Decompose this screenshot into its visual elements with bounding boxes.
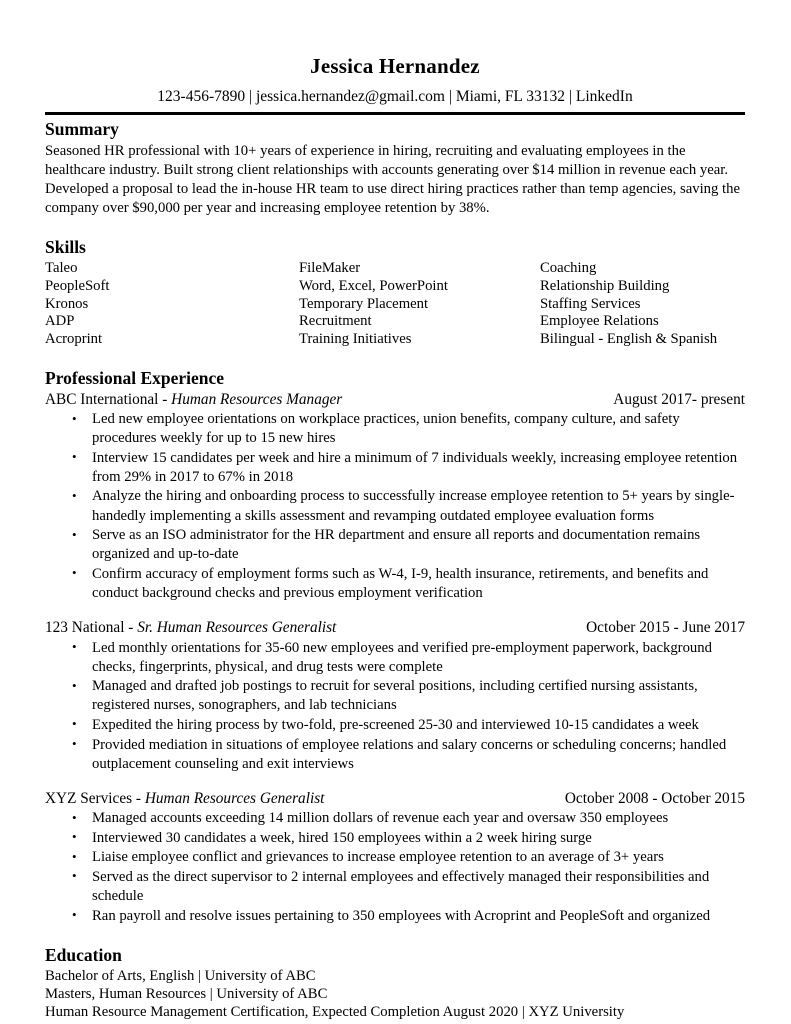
skills-grid (45, 260, 745, 349)
experience-bullet-list (45, 410, 745, 603)
skill-item: Acroprint (45, 331, 103, 348)
skill-item: Employee Relations (540, 313, 659, 330)
experience-bullet-list (45, 809, 745, 926)
experience-entry (45, 390, 745, 603)
skills-column-3 (540, 260, 745, 349)
experience-entry-header (45, 390, 745, 410)
contact-line: 123-456-7890 | jessica.hernandez@gmail.com | Miami, FL 33132 | LinkedIn (157, 88, 633, 106)
skill-item: ADP (45, 313, 75, 330)
experience-bullet: • Provided mediation in situations of employee relations and salary concerns or scheduling concerns; handled outplacement counseling and exit interviews (45, 736, 745, 774)
employment-dates: August 2017- present (613, 390, 745, 408)
experience-bullet: • Interviewed 30 candidates a week, hired 150 employees within a 2 week hiring surge (45, 829, 745, 848)
skills-column-2 (299, 260, 540, 349)
job-title: Human Resources Manager (171, 390, 343, 408)
experience-entry-header (45, 618, 745, 638)
section-heading-education: Education (45, 944, 122, 965)
experience-bullet: • Ran payroll and resolve issues pertaining to 350 employees with Acroprint and PeopleSoft and organized (45, 907, 745, 926)
job-title: Sr. Human Resources Generalist (137, 619, 337, 637)
experience-entry (45, 618, 745, 774)
skill-item: Coaching (540, 260, 597, 277)
skill-item: Training Initiatives (299, 331, 412, 348)
experience-entry-role (45, 618, 336, 638)
experience-entry-role (45, 390, 342, 410)
section-heading-summary: Summary (45, 118, 119, 139)
experience-bullet: • Serve as an ISO administrator for the HR department and ensure all reports and documentation remains organized and up-to-date (45, 526, 745, 564)
employment-dates: October 2008 - October 2015 (564, 789, 745, 807)
skill-item: Bilingual - English & Spanish (540, 331, 718, 348)
candidate-name: Jessica Hernandez (310, 54, 480, 78)
experience-bullet: • Managed and drafted job postings to recruit for several positions, including certified nursing assistants, registered nurses, sonographers, and lab technicians (45, 677, 745, 715)
skill-item: Kronos (45, 295, 89, 312)
skill-item: FileMaker (299, 260, 361, 277)
employment-dates: October 2015 - June 2017 (586, 619, 745, 637)
experience-bullet: • Expedited the hiring process by two-fold, pre-screened 25-30 and interviewed 10-15 candidates a week (45, 716, 745, 735)
job-title: Human Resources Generalist (144, 789, 325, 807)
experience-bullet: • Led monthly orientations for 35-60 new employees and verified pre-employment paperwork, background checks, fingerprints, physical, and drug tests were complete (45, 639, 745, 677)
experience-bullet: • Managed accounts exceeding 14 million dollars of revenue each year and oversaw 350 employees (45, 809, 745, 828)
skill-item: Recruitment (299, 313, 372, 330)
experience-bullet: • Served as the direct supervisor to 2 internal employees and effectively managed their responsibilities and schedule (45, 868, 745, 906)
skill-item: PeopleSoft (45, 277, 110, 294)
employer-name: ABC International - (45, 390, 172, 408)
experience-entry-header (45, 789, 745, 809)
summary-text: Seasoned HR professional with 10+ years of experience in hiring, recruiting and evaluating employees in the healthcare industry. Built strong client relationships with accounts generating over $14 million in revenue each year. Developed a proposal to lead the in-house HR team to use direct hiring practices rather than temp agencies, saving the company over $90,000 per year and increasing employee retention by 38%. (45, 142, 740, 217)
skill-item: Temporary Placement (299, 295, 429, 312)
section-heading-skills: Skills (45, 237, 86, 258)
experience-bullet: • Analyze the hiring and onboarding process to successfully increase employee retention to 5+ years by single-handedly implementing a skills assessment and revamping outdated employee evaluation forms (45, 487, 745, 525)
education-entry: Bachelor of Arts, English | University of ABC (45, 967, 316, 984)
skill-item: Relationship Building (540, 277, 670, 294)
skill-item: Taleo (45, 260, 78, 277)
skill-item: Word, Excel, PowerPoint (299, 277, 448, 294)
experience-entry-role (45, 789, 324, 809)
employer-name: 123 National - (45, 619, 138, 637)
skills-column-1 (45, 260, 299, 349)
skill-item: Staffing Services (540, 295, 641, 312)
resume-content (45, 0, 745, 1022)
experience-bullet: • Confirm accuracy of employment forms such as W-4, I-9, health insurance, retirements, and benefits and conduct background checks and previous employment verification (45, 565, 745, 603)
experience-entry (45, 789, 745, 926)
experience-bullet: • Liaise employee conflict and grievances to increase employee retention to an average of 3+ years (45, 848, 745, 867)
experience-bullet: • Interview 15 candidates per week and hire a minimum of 7 individuals weekly, increasing employee retention from 29% in 2017 to 67% in 2018 (45, 449, 745, 487)
header-divider (45, 112, 745, 115)
experience-bullet: • Led new employee orientations on workplace practices, union benefits, company culture, and safety procedures weekly for up to 15 new hires (45, 410, 745, 448)
education-entry: Human Resource Management Certification, Expected Completion August 2020 | XYZ University (45, 1004, 625, 1021)
education-entry: Masters, Human Resources | University of ABC (45, 985, 328, 1002)
section-heading-experience: Professional Experience (45, 367, 225, 388)
employer-name: XYZ Services - (45, 789, 145, 807)
experience-bullet-list (45, 639, 745, 774)
